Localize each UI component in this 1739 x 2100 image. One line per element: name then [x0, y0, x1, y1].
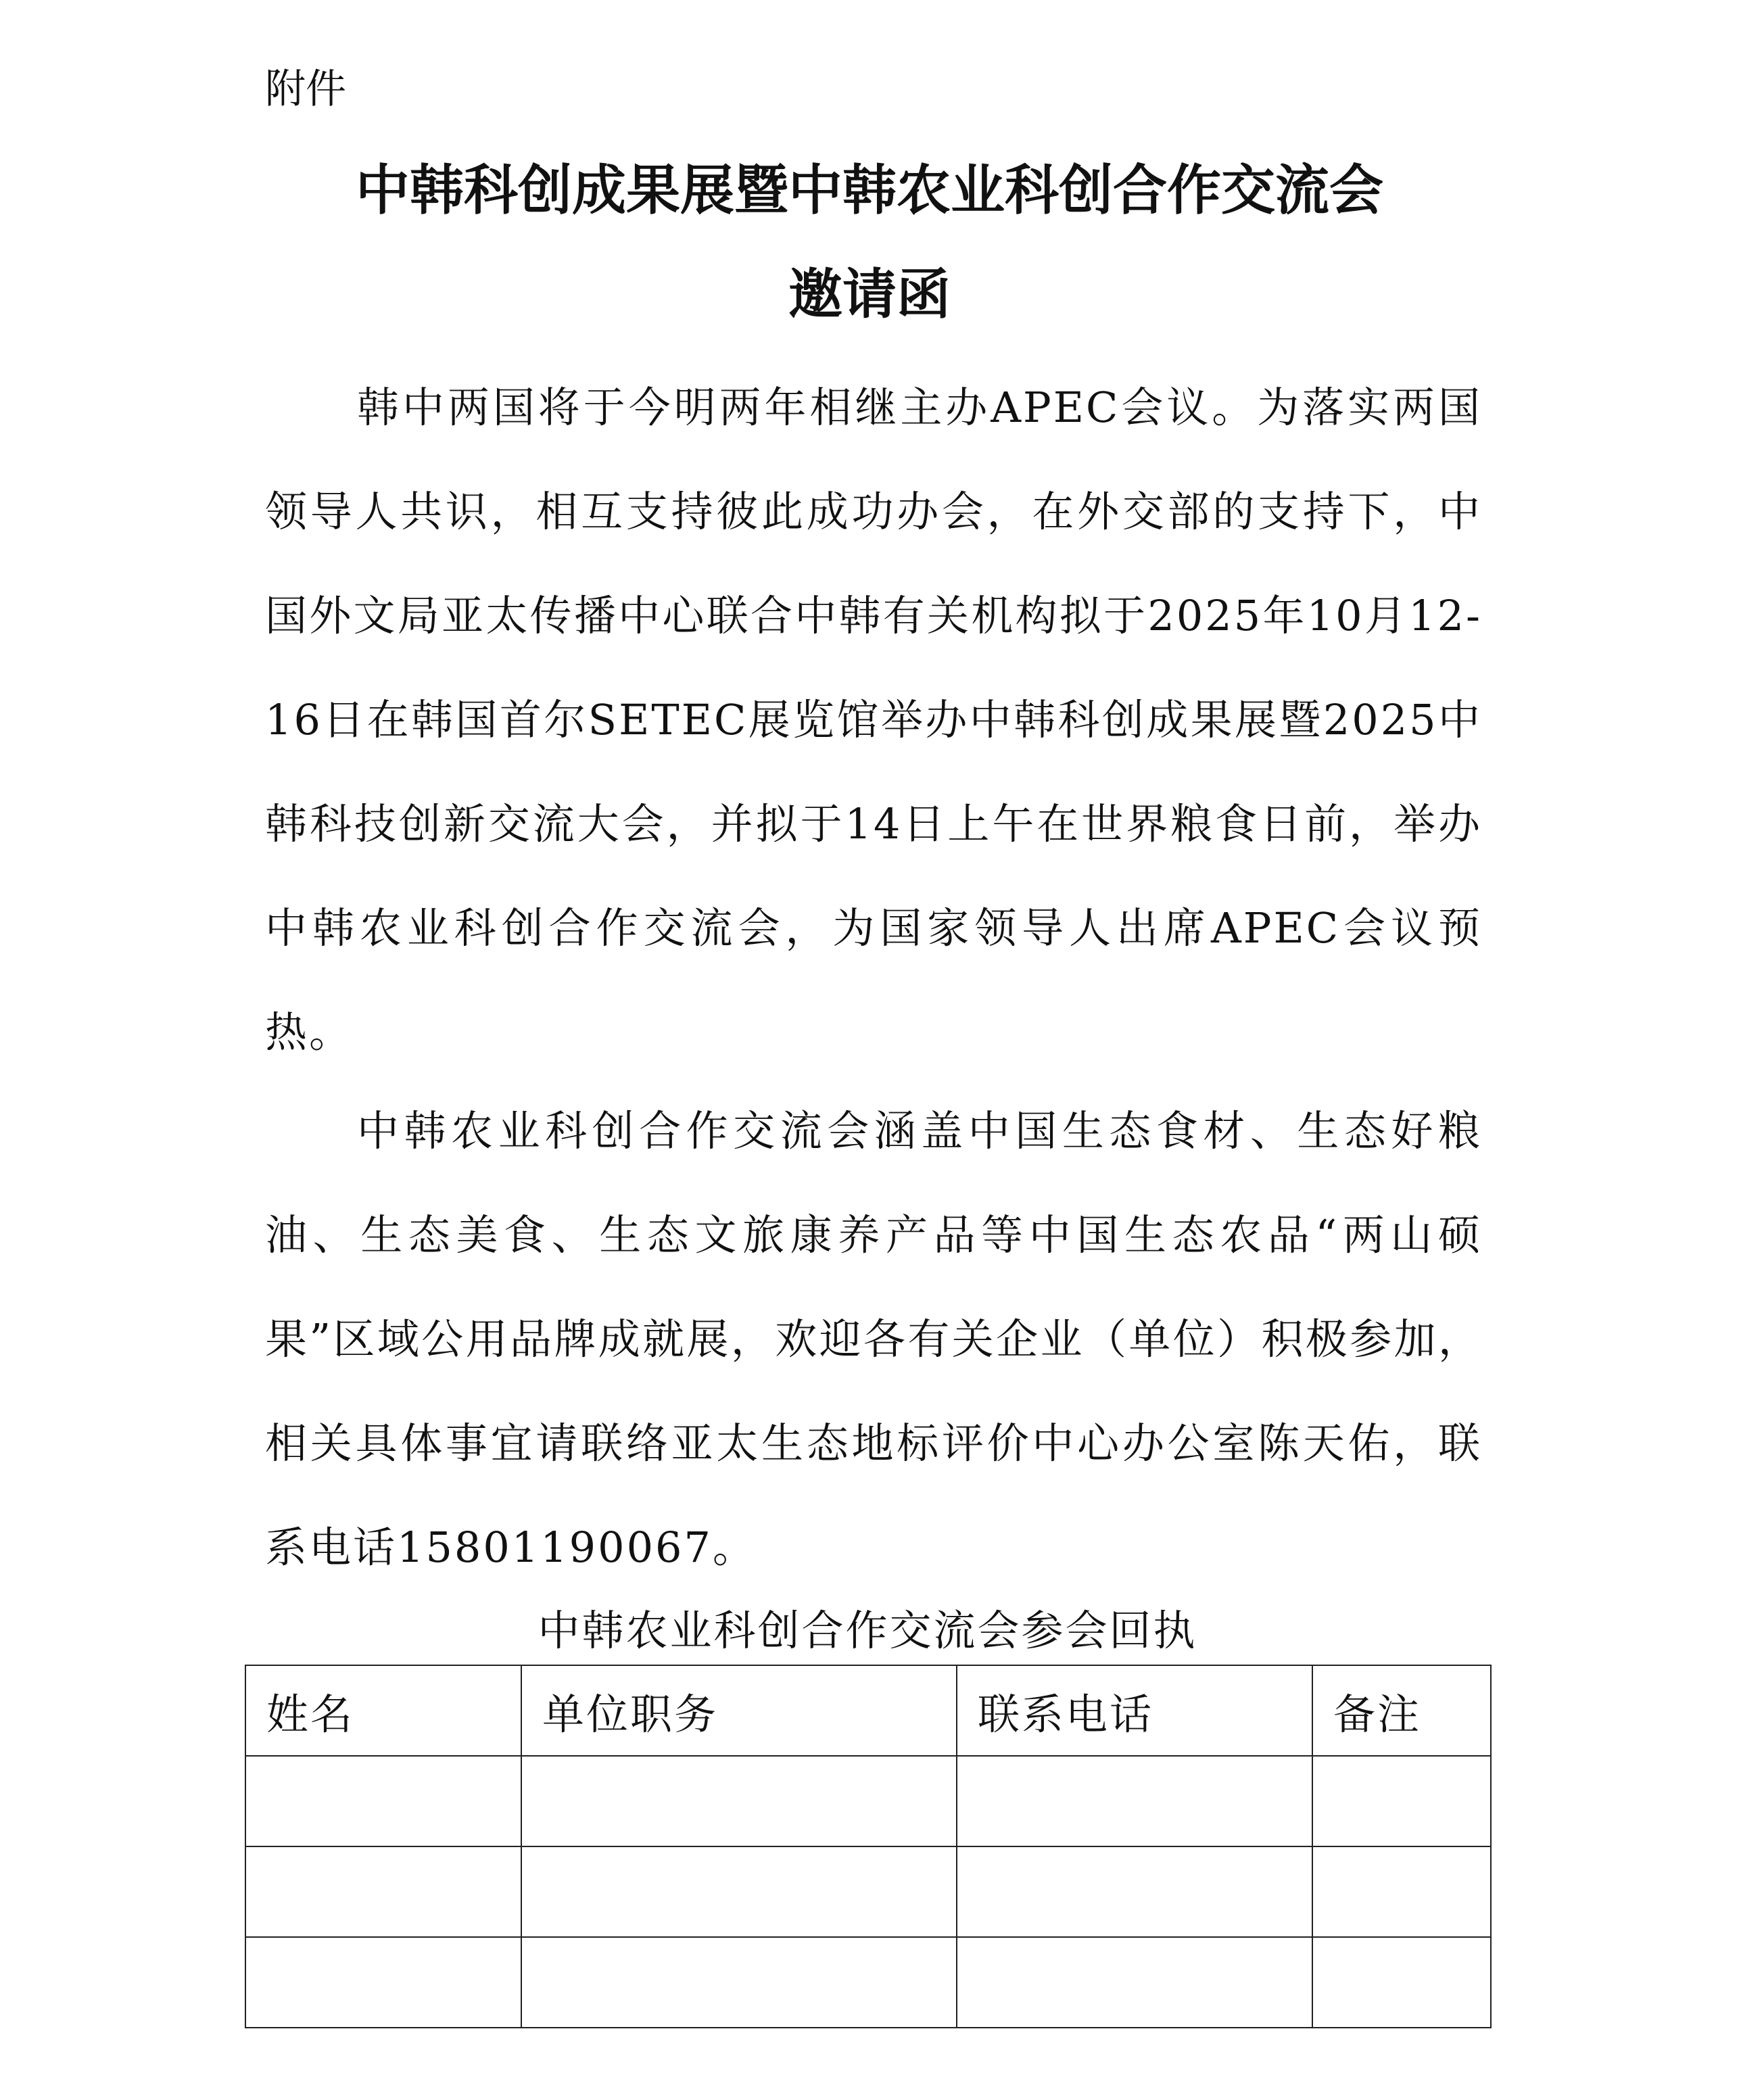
- table-cell: [1312, 1846, 1491, 1937]
- table-cell: [957, 1756, 1312, 1846]
- column-header-org-position: 单位职务: [521, 1665, 957, 1756]
- column-header-phone: 联系电话: [957, 1665, 1312, 1756]
- table-cell: [245, 1937, 521, 2028]
- document-title-line-1: 中韩科创成果展暨中韩农业科创合作交流会: [356, 159, 1383, 222]
- body-paragraph-1: 韩中两国将于今明两年相继主办APEC会议。为落实两国领导人共识，相互支持彼此成功办会，在外交部的支持下，中国外文局亚太传播中心联合中韩有关机构拟于2025年10月12-16日在韩国首尔SETEC展览馆举办中韩科创成果展暨2025中韩科技创新交流大会，并拟于14日上午在世界粮食日前，举办中韩农业科创合作交流会，为国家领导人出席APEC会议预热。: [265, 383, 1482, 1057]
- table-row: [245, 1756, 1491, 1846]
- column-header-remarks: 备注: [1312, 1665, 1491, 1756]
- table-cell: [1312, 1756, 1491, 1846]
- table-cell: [957, 1846, 1312, 1937]
- attachment-label: 附件: [265, 66, 346, 113]
- table-cell: [521, 1937, 957, 2028]
- body-paragraph-2: 中韩农业科创合作交流会涵盖中国生态食材、生态好粮油、生态美食、生态文旅康养产品等中国生态农品“两山硕果”区域公用品牌成就展，欢迎各有关企业（单位）积极参加，相关具体事宜请联络亚太生态地标评价中心办公室陈天佑，联系电话15801190067。: [265, 1106, 1482, 1572]
- column-header-name: 姓名: [245, 1665, 521, 1756]
- table-cell: [521, 1756, 957, 1846]
- table-cell: [521, 1846, 957, 1937]
- table-cell: [957, 1937, 1312, 2028]
- table-cell: [1312, 1937, 1491, 2028]
- table-header-row: [245, 1665, 1491, 1756]
- table-row: [245, 1937, 1491, 2028]
- table-cell: [245, 1846, 521, 1937]
- reply-form-caption: 中韩农业科创合作交流会参会回执: [538, 1606, 1197, 1655]
- document-title-line-2: 邀请函: [788, 263, 951, 326]
- reply-form-table: [245, 1665, 1492, 2028]
- table-row: [245, 1846, 1491, 1937]
- table-cell: [245, 1756, 521, 1846]
